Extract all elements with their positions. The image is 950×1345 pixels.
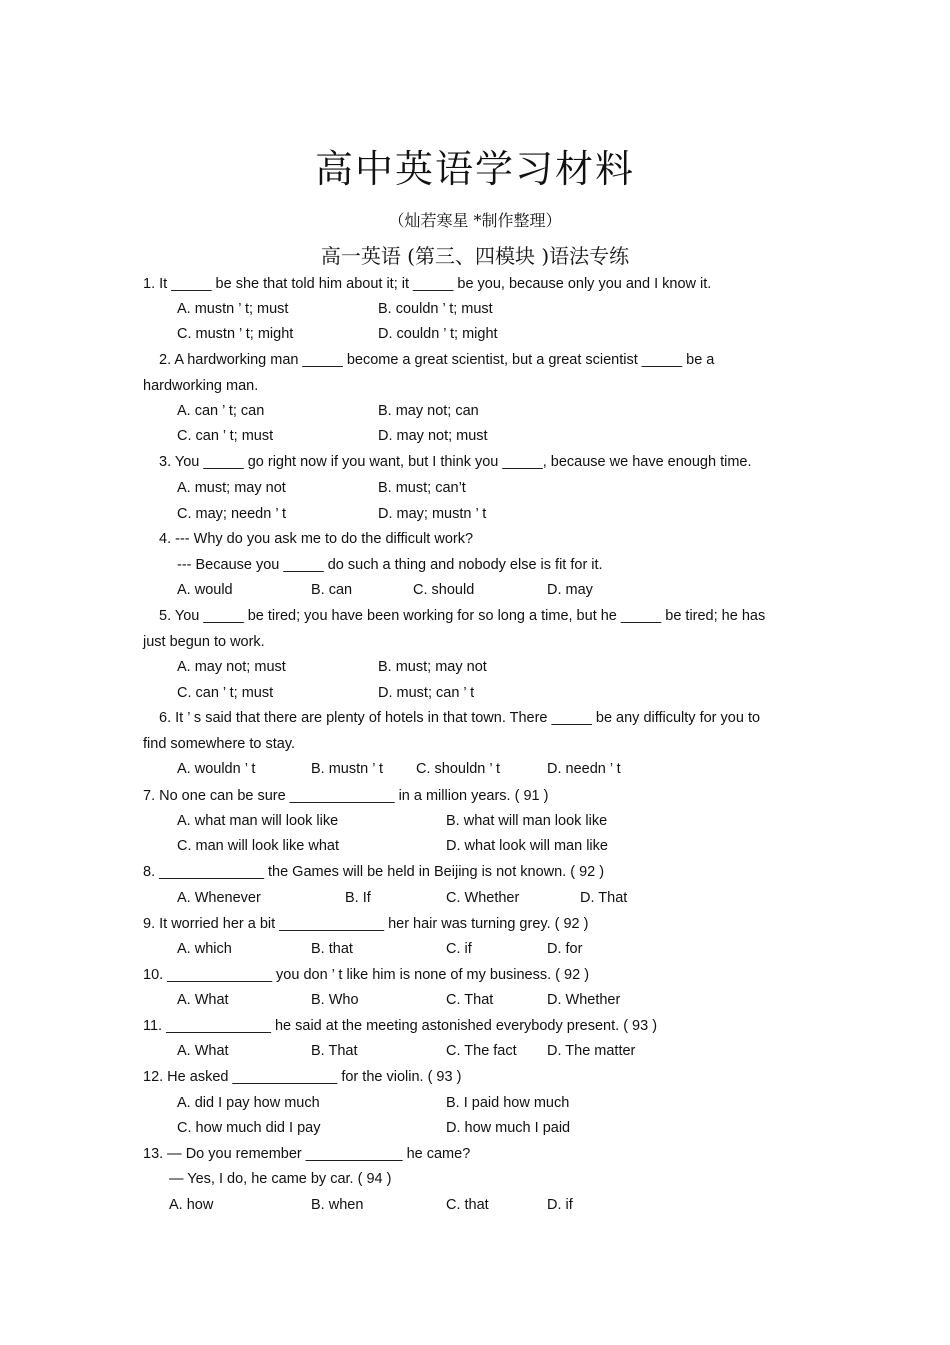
question-4-option-b: B. can [311,582,353,598]
question-12-stem: 12. He asked _____________ for the violin. ( 93 ) [143,1069,462,1085]
question-6-option-b: B. mustn ’ t [311,761,383,777]
question-10-option-d: D. Whether [547,992,621,1008]
question-13-option-b: B. when [311,1197,364,1213]
document-byline: （灿若寒星 *制作整理） [388,211,562,230]
question-12-option-b: B. I paid how much [446,1095,570,1111]
question-4-stem-cont: --- Because you _____ do such a thing and nobody else is fit for it. [177,557,603,573]
question-8-stem: 8. _____________ the Games will be held in Beijing is not known. ( 92 ) [143,864,605,880]
question-5-stem: 5. You _____ be tired; you have been working for so long a time, but he _____ be tired; he has [159,608,766,624]
question-13-option-c: C. that [446,1197,489,1213]
question-10-option-a: A. What [177,992,229,1008]
question-3-option-a: A. must; may not [177,480,286,496]
question-7-option-c: C. man will look like what [177,838,339,854]
question-13-option-a: A. how [169,1197,214,1213]
document-title: 高中英语学习材料 [314,147,635,191]
question-11-option-a: A. What [177,1043,229,1059]
question-9-option-c: C. if [446,941,472,957]
question-6-stem: 6. It ’ s said that there are plenty of hotels in that town. There _____ be any difficulty for you to [159,710,761,726]
question-4-stem: 4. --- Why do you ask me to do the difficult work? [159,531,474,547]
question-2-stem-cont: hardworking man. [143,378,259,394]
question-8-option-b: B. If [345,890,371,906]
question-2-option-b: B. may not; can [378,403,479,419]
question-13-option-d: D. if [547,1197,573,1213]
question-6-option-c: C. shouldn ’ t [416,761,501,777]
question-9-option-d: D. for [547,941,583,957]
question-8-option-d: D. That [580,890,628,906]
question-10-option-c: C. That [446,992,494,1008]
question-1-stem: 1. It _____ be she that told him about it; it _____ be you, because only you and I know it. [143,276,712,292]
question-2-stem: 2. A hardworking man _____ become a great scientist, but a great scientist _____ be a [159,352,715,368]
question-7-option-d: D. what look will man like [446,838,608,854]
question-7-stem: 7. No one can be sure _____________ in a million years. ( 91 ) [143,788,549,804]
question-9-option-a: A. which [177,941,232,957]
question-11-option-b: B. That [311,1043,358,1059]
question-2-option-a: A. can ’ t; can [177,403,265,419]
question-5-option-c: C. can ’ t; must [177,685,274,701]
question-3-stem: 3. You _____ go right now if you want, but I think you _____, because we have enough time. [159,454,752,470]
question-7-option-b: B. what will man look like [446,813,608,829]
question-11-option-c: C. The fact [446,1043,517,1059]
question-1-option-c: C. mustn ’ t; might [177,326,294,342]
question-3-option-b: B. must; can’t [378,480,466,496]
question-5-option-a: A. may not; must [177,659,286,675]
question-3-option-d: D. may; mustn ’ t [378,506,487,522]
question-6-option-d: D. needn ’ t [547,761,621,777]
question-11-stem: 11. _____________ he said at the meeting astonished everybody present. ( 93 ) [143,1018,658,1034]
question-12-option-d: D. how much I paid [446,1120,571,1136]
document-subtitle: 高一英语 (第三、四模块 )语法专练 [320,244,630,268]
question-4-option-c: C. should [413,582,475,598]
question-12-option-c: C. how much did I pay [177,1120,321,1136]
question-2-option-c: C. can ’ t; must [177,428,274,444]
question-9-option-b: B. that [311,941,353,957]
question-7-option-a: A. what man will look like [177,813,339,829]
question-5-option-d: D. must; can ’ t [378,685,475,701]
question-8-option-a: A. Whenever [177,890,261,906]
question-9-stem: 9. It worried her a bit _____________ her hair was turning grey. ( 92 ) [143,916,589,932]
question-6-option-a: A. wouldn ’ t [177,761,256,777]
question-6-stem-cont: find somewhere to stay. [143,736,296,752]
question-13-stem: 13. — Do you remember ____________ he came? [143,1146,471,1162]
question-4-option-d: D. may [547,582,593,598]
question-1-option-d: D. couldn ’ t; might [378,326,498,342]
question-12-option-a: A. did I pay how much [177,1095,320,1111]
question-1-option-a: A. mustn ’ t; must [177,301,289,317]
question-11-option-d: D. The matter [547,1043,636,1059]
question-4-option-a: A. would [177,582,233,598]
question-3-option-c: C. may; needn ’ t [177,506,287,522]
question-2-option-d: D. may not; must [378,428,488,444]
question-10-option-b: B. Who [311,992,359,1008]
question-1-option-b: B. couldn ’ t; must [378,301,493,317]
question-13-stem-cont: — Yes, I do, he came by car. ( 94 ) [169,1171,392,1187]
question-8-option-c: C. Whether [446,890,520,906]
question-5-option-b: B. must; may not [378,659,487,675]
question-5-stem-cont: just begun to work. [143,634,265,650]
question-10-stem: 10. _____________ you don ’ t like him is none of my business. ( 92 ) [143,967,590,983]
